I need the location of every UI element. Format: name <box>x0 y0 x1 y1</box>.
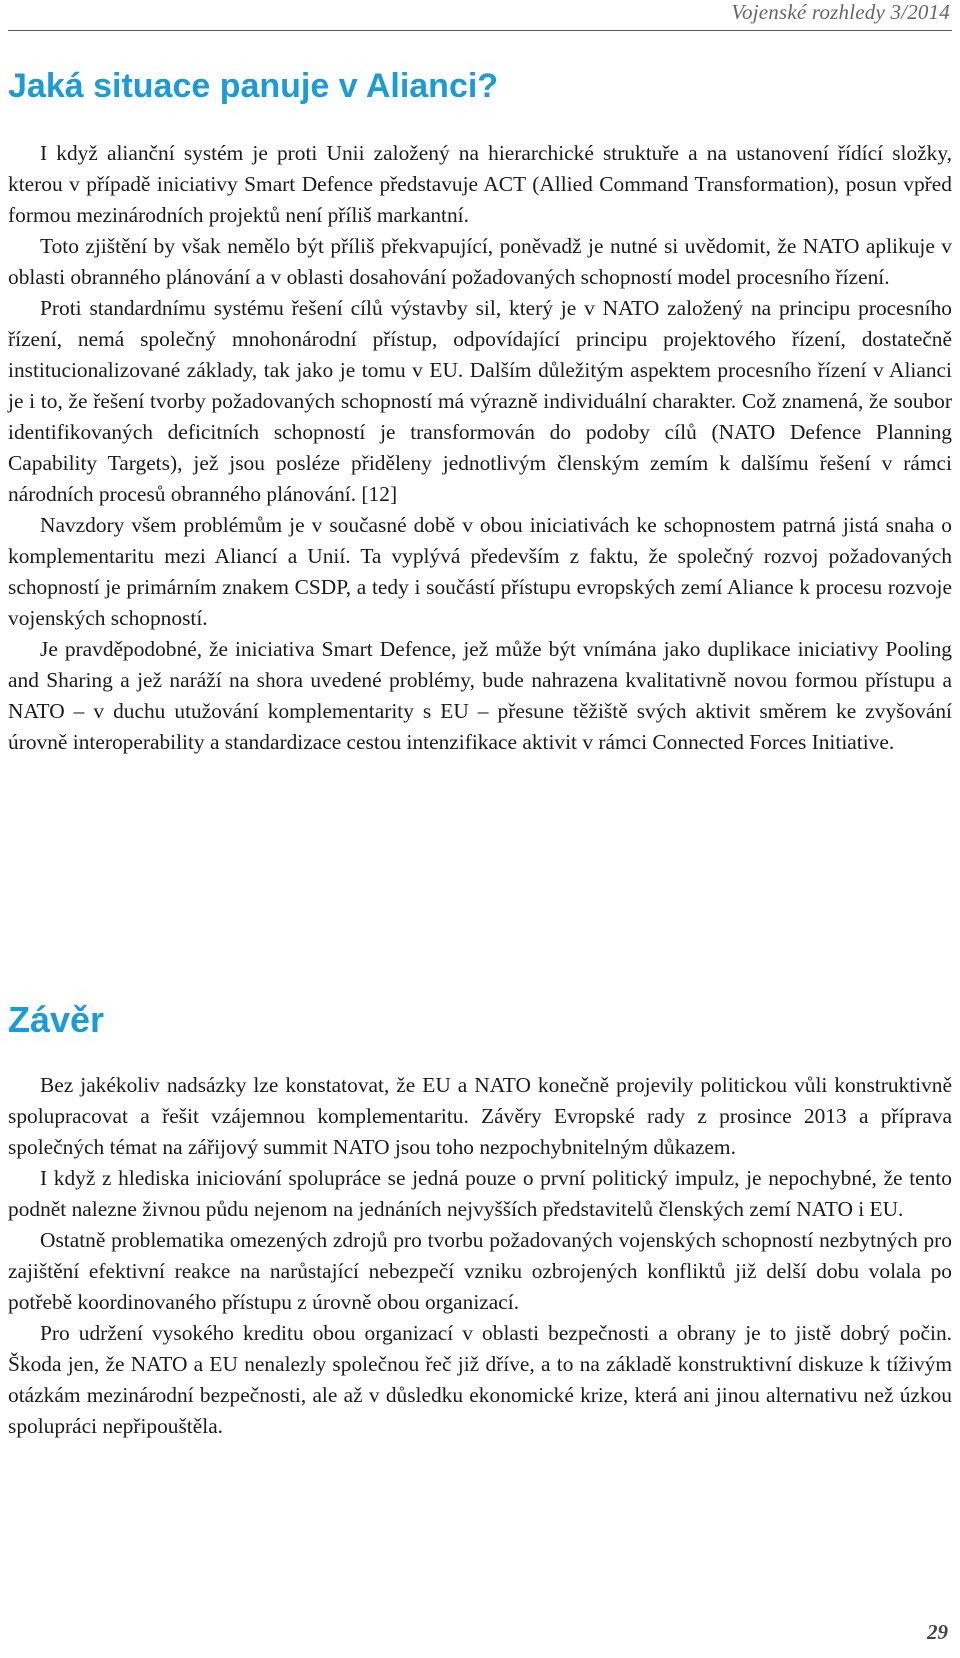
header-divider <box>8 30 952 31</box>
paragraph: Ostatně problematika omezených zdrojů pro tvorbu požadovaných vojenských schopností nezbytných pro zajištění efektivní reakce na narůstající nebezpečí vzniku ozbrojených konfliktů již delší dobu volala po potřebě koordinovaného přístupu z úrovně obou organizací. <box>8 1228 952 1314</box>
paragraph: Proti standardnímu systému řešení cílů výstavby sil, který je v NATO založený na principu procesního řízení, nemá společný mnohonárodní přístup, odpovídající principu projektového řízení, dostatečně institucionalizované základy, tak jako je tomu v EU. Dalším důležitým aspektem procesního řízení v Alianci je i to, že řešení tvorby požadovaných schopností má výrazně individuální charakter. Což znamená, že soubor identifikovaných deficitních schopností je transformován do podoby cílů (NATO Defence Planning Capability Targets), jež jsou posléze přiděleny jednotlivým členským zemím k dalšímu řešení v rámci národních procesů obranného plánování. [12] <box>8 296 952 506</box>
paragraph: Pro udržení vysokého kreditu obou organizací v oblasti bezpečnosti a obrany je to jistě dobrý počin. Škoda jen, že NATO a EU nenalezly společnou řeč již dříve, a to na základě konstruktivní diskuze k tíživým otázkám mezinárodní bezpečnosti, ale až v důsledku ekonomické krize, která ani jinou alternativu než úzkou spolupráci nepřipouštěla. <box>8 1321 952 1438</box>
journal-title: Vojenské rozhledy 3/2014 <box>731 0 950 24</box>
paragraph: Je pravděpodobné, že iniciativa Smart Defence, jež může být vnímána jako duplikace iniciativy Pooling and Sharing a jež naráží na shora uvedené problémy, bude nahrazena kvalitativně novou formou přístupu a NATO – v duchu utužování komplementarity s EU – přesune těžiště svých aktivit směrem ke zvyšování úrovně interoperability a standardizace cestou intenzifikace aktivit v rámci Connected Forces Initiative. <box>8 637 952 754</box>
section-heading: Jaká situace panuje v Alianci? <box>8 67 499 105</box>
paragraph: I když alianční systém je proti Unii založený na hierarchické struktuře a na ustanovení řídící složky, kterou v případě iniciativy Smart Defence představuje ACT (Allied Command Transformation), posun vpřed formou mezinárodních projektů není příliš markantní. <box>8 141 952 227</box>
paragraph: Navzdory všem problémům je v současné době v obou iniciativách ke schopnostem patrná jistá snaha o komplementaritu mezi Aliancí a Unií. Ta vyplývá především z faktu, že společný rozvoj požadovaných schopností je primárním znakem CSDP, a tedy i součástí přístupu evropských zemí Aliance k procesu rozvoje vojenských schopností. <box>8 513 952 630</box>
section-alliance-situation <box>8 66 952 758</box>
page-number: 29 <box>927 1620 948 1644</box>
running-header <box>0 0 960 36</box>
paragraph: I když z hlediska iniciování spolupráce se jedná pouze o první politický impulz, je nepochybné, že tento podnět nalezne živnou půdu nejenom na jednáních nejvyšších představitelů členských zemí NATO i EU. <box>8 1166 952 1221</box>
paragraph: Bez jakékoliv nadsázky lze konstatovat, že EU a NATO konečně projevily politickou vůli konstruktivně spolupracovat a řešit vzájemnou komplementaritu. Závěry Evropské rady z prosince 2013 a příprava společných témat na zářijový summit NATO jsou toho nezpochybnitelným důkazem. <box>8 1073 952 1159</box>
section-heading: Závěr <box>8 999 105 1040</box>
paragraph: Toto zjištění by však nemělo být příliš překvapující, poněvadž je nutné si uvědomit, že NATO aplikuje v oblasti obranného plánování a v oblasti dosahování požadovaných schopností model procesního řízení. <box>8 234 952 289</box>
section-conclusion <box>8 998 952 1442</box>
